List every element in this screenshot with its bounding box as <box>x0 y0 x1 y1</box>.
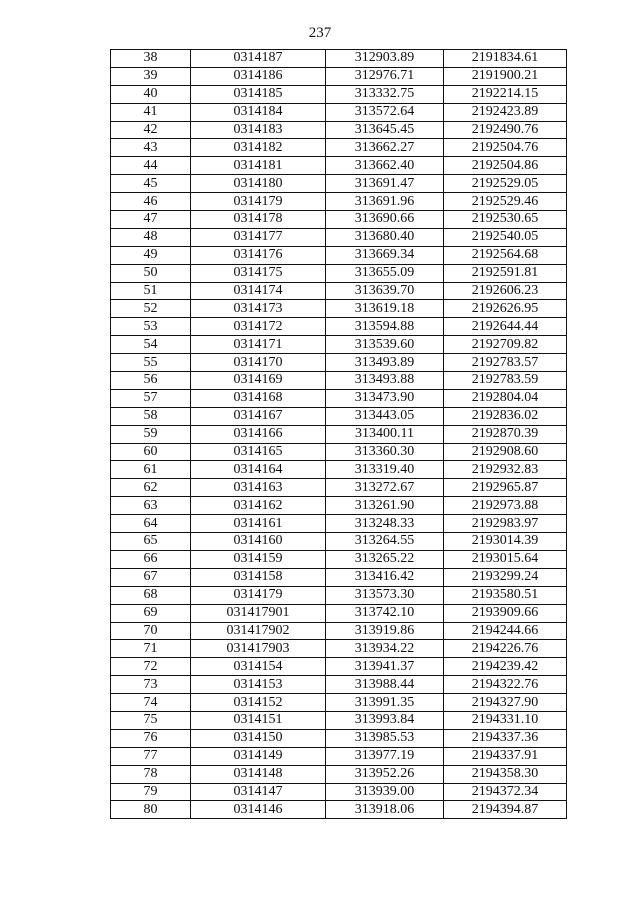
row-index-cell: 45 <box>111 175 191 193</box>
point-id-cell: 0314181 <box>191 157 326 175</box>
x-coordinate-cell: 313742.10 <box>326 604 444 622</box>
x-coordinate-cell: 313691.47 <box>326 175 444 193</box>
row-index-cell: 50 <box>111 264 191 282</box>
y-coordinate-cell: 2192709.82 <box>444 336 567 354</box>
coordinates-table <box>110 49 567 819</box>
table-row <box>111 372 567 390</box>
table-row <box>111 50 567 68</box>
y-coordinate-cell: 2193909.66 <box>444 604 567 622</box>
y-coordinate-cell: 2192564.68 <box>444 246 567 264</box>
table-row <box>111 497 567 515</box>
x-coordinate-cell: 313680.40 <box>326 228 444 246</box>
y-coordinate-cell: 2194244.66 <box>444 622 567 640</box>
row-index-cell: 49 <box>111 246 191 264</box>
x-coordinate-cell: 313264.55 <box>326 533 444 551</box>
table-row <box>111 264 567 282</box>
point-id-cell: 0314172 <box>191 318 326 336</box>
table-row <box>111 67 567 85</box>
row-index-cell: 66 <box>111 550 191 568</box>
y-coordinate-cell: 2192540.05 <box>444 228 567 246</box>
row-index-cell: 61 <box>111 461 191 479</box>
row-index-cell: 75 <box>111 711 191 729</box>
row-index-cell: 40 <box>111 85 191 103</box>
point-id-cell: 0314178 <box>191 211 326 229</box>
table-row <box>111 228 567 246</box>
point-id-cell: 0314160 <box>191 533 326 551</box>
y-coordinate-cell: 2194226.76 <box>444 640 567 658</box>
x-coordinate-cell: 313639.70 <box>326 282 444 300</box>
point-id-cell: 031417903 <box>191 640 326 658</box>
y-coordinate-cell: 2191900.21 <box>444 67 567 85</box>
coordinates-table-body <box>111 50 567 819</box>
x-coordinate-cell: 312903.89 <box>326 50 444 68</box>
y-coordinate-cell: 2194322.76 <box>444 676 567 694</box>
row-index-cell: 80 <box>111 801 191 819</box>
y-coordinate-cell: 2192783.59 <box>444 372 567 390</box>
point-id-cell: 0314173 <box>191 300 326 318</box>
point-id-cell: 0314167 <box>191 407 326 425</box>
row-index-cell: 47 <box>111 211 191 229</box>
x-coordinate-cell: 313400.11 <box>326 425 444 443</box>
row-index-cell: 70 <box>111 622 191 640</box>
row-index-cell: 57 <box>111 389 191 407</box>
row-index-cell: 64 <box>111 515 191 533</box>
row-index-cell: 58 <box>111 407 191 425</box>
point-id-cell: 0314182 <box>191 139 326 157</box>
row-index-cell: 72 <box>111 658 191 676</box>
y-coordinate-cell: 2192965.87 <box>444 479 567 497</box>
row-index-cell: 38 <box>111 50 191 68</box>
coordinates-table-container <box>110 49 566 819</box>
row-index-cell: 69 <box>111 604 191 622</box>
point-id-cell: 0314149 <box>191 747 326 765</box>
table-row <box>111 765 567 783</box>
row-index-cell: 60 <box>111 443 191 461</box>
y-coordinate-cell: 2194331.10 <box>444 711 567 729</box>
row-index-cell: 39 <box>111 67 191 85</box>
x-coordinate-cell: 313473.90 <box>326 389 444 407</box>
table-row <box>111 622 567 640</box>
x-coordinate-cell: 313332.75 <box>326 85 444 103</box>
table-row <box>111 729 567 747</box>
x-coordinate-cell: 313669.34 <box>326 246 444 264</box>
y-coordinate-cell: 2192529.46 <box>444 193 567 211</box>
row-index-cell: 62 <box>111 479 191 497</box>
table-row <box>111 604 567 622</box>
y-coordinate-cell: 2192504.86 <box>444 157 567 175</box>
point-id-cell: 0314177 <box>191 228 326 246</box>
point-id-cell: 031417901 <box>191 604 326 622</box>
point-id-cell: 0314179 <box>191 193 326 211</box>
x-coordinate-cell: 313952.26 <box>326 765 444 783</box>
row-index-cell: 76 <box>111 729 191 747</box>
x-coordinate-cell: 313493.89 <box>326 354 444 372</box>
y-coordinate-cell: 2192932.83 <box>444 461 567 479</box>
y-coordinate-cell: 2194394.87 <box>444 801 567 819</box>
x-coordinate-cell: 313918.06 <box>326 801 444 819</box>
y-coordinate-cell: 2193015.64 <box>444 550 567 568</box>
point-id-cell: 0314163 <box>191 479 326 497</box>
row-index-cell: 46 <box>111 193 191 211</box>
row-index-cell: 55 <box>111 354 191 372</box>
row-index-cell: 65 <box>111 533 191 551</box>
y-coordinate-cell: 2192490.76 <box>444 121 567 139</box>
point-id-cell: 0314153 <box>191 676 326 694</box>
point-id-cell: 0314184 <box>191 103 326 121</box>
x-coordinate-cell: 313416.42 <box>326 568 444 586</box>
x-coordinate-cell: 313443.05 <box>326 407 444 425</box>
row-index-cell: 54 <box>111 336 191 354</box>
table-row <box>111 318 567 336</box>
point-id-cell: 0314185 <box>191 85 326 103</box>
table-row <box>111 568 567 586</box>
row-index-cell: 42 <box>111 121 191 139</box>
row-index-cell: 51 <box>111 282 191 300</box>
y-coordinate-cell: 2192626.95 <box>444 300 567 318</box>
page-number: 237 <box>308 25 332 41</box>
y-coordinate-cell: 2194337.36 <box>444 729 567 747</box>
point-id-cell: 0314158 <box>191 568 326 586</box>
x-coordinate-cell: 313934.22 <box>326 640 444 658</box>
x-coordinate-cell: 313690.66 <box>326 211 444 229</box>
y-coordinate-cell: 2192973.88 <box>444 497 567 515</box>
y-coordinate-cell: 2192530.65 <box>444 211 567 229</box>
x-coordinate-cell: 313573.30 <box>326 586 444 604</box>
row-index-cell: 77 <box>111 747 191 765</box>
y-coordinate-cell: 2194239.42 <box>444 658 567 676</box>
table-row <box>111 550 567 568</box>
y-coordinate-cell: 2194327.90 <box>444 694 567 712</box>
x-coordinate-cell: 313993.84 <box>326 711 444 729</box>
x-coordinate-cell: 313248.33 <box>326 515 444 533</box>
row-index-cell: 71 <box>111 640 191 658</box>
row-index-cell: 59 <box>111 425 191 443</box>
row-index-cell: 52 <box>111 300 191 318</box>
y-coordinate-cell: 2192606.23 <box>444 282 567 300</box>
table-row <box>111 103 567 121</box>
point-id-cell: 0314171 <box>191 336 326 354</box>
table-row <box>111 354 567 372</box>
table-row <box>111 801 567 819</box>
table-row <box>111 533 567 551</box>
x-coordinate-cell: 313319.40 <box>326 461 444 479</box>
y-coordinate-cell: 2194358.30 <box>444 765 567 783</box>
y-coordinate-cell: 2192836.02 <box>444 407 567 425</box>
table-row <box>111 389 567 407</box>
table-row <box>111 676 567 694</box>
table-row <box>111 193 567 211</box>
point-id-cell: 0314146 <box>191 801 326 819</box>
point-id-cell: 0314183 <box>191 121 326 139</box>
y-coordinate-cell: 2192423.89 <box>444 103 567 121</box>
table-row <box>111 783 567 801</box>
x-coordinate-cell: 313261.90 <box>326 497 444 515</box>
row-index-cell: 73 <box>111 676 191 694</box>
x-coordinate-cell: 313645.45 <box>326 121 444 139</box>
point-id-cell: 0314151 <box>191 711 326 729</box>
table-row <box>111 282 567 300</box>
point-id-cell: 0314170 <box>191 354 326 372</box>
x-coordinate-cell: 313662.27 <box>326 139 444 157</box>
x-coordinate-cell: 313662.40 <box>326 157 444 175</box>
table-row <box>111 336 567 354</box>
y-coordinate-cell: 2192908.60 <box>444 443 567 461</box>
x-coordinate-cell: 313988.44 <box>326 676 444 694</box>
row-index-cell: 44 <box>111 157 191 175</box>
table-row <box>111 479 567 497</box>
row-index-cell: 78 <box>111 765 191 783</box>
x-coordinate-cell: 313939.00 <box>326 783 444 801</box>
table-row <box>111 246 567 264</box>
point-id-cell: 0314154 <box>191 658 326 676</box>
x-coordinate-cell: 313572.64 <box>326 103 444 121</box>
row-index-cell: 67 <box>111 568 191 586</box>
x-coordinate-cell: 313941.37 <box>326 658 444 676</box>
y-coordinate-cell: 2193580.51 <box>444 586 567 604</box>
point-id-cell: 0314187 <box>191 50 326 68</box>
row-index-cell: 63 <box>111 497 191 515</box>
point-id-cell: 0314166 <box>191 425 326 443</box>
x-coordinate-cell: 313919.86 <box>326 622 444 640</box>
point-id-cell: 0314147 <box>191 783 326 801</box>
x-coordinate-cell: 312976.71 <box>326 67 444 85</box>
y-coordinate-cell: 2192783.57 <box>444 354 567 372</box>
point-id-cell: 0314165 <box>191 443 326 461</box>
row-index-cell: 48 <box>111 228 191 246</box>
point-id-cell: 0314164 <box>191 461 326 479</box>
row-index-cell: 68 <box>111 586 191 604</box>
point-id-cell: 0314148 <box>191 765 326 783</box>
point-id-cell: 0314162 <box>191 497 326 515</box>
point-id-cell: 0314186 <box>191 67 326 85</box>
point-id-cell: 0314168 <box>191 389 326 407</box>
table-row <box>111 211 567 229</box>
table-row <box>111 747 567 765</box>
y-coordinate-cell: 2194337.91 <box>444 747 567 765</box>
point-id-cell: 0314152 <box>191 694 326 712</box>
y-coordinate-cell: 2194372.34 <box>444 783 567 801</box>
table-row <box>111 586 567 604</box>
table-row <box>111 711 567 729</box>
table-row <box>111 461 567 479</box>
table-row <box>111 85 567 103</box>
table-row <box>111 139 567 157</box>
y-coordinate-cell: 2192983.97 <box>444 515 567 533</box>
y-coordinate-cell: 2192804.04 <box>444 389 567 407</box>
x-coordinate-cell: 313985.53 <box>326 729 444 747</box>
x-coordinate-cell: 313655.09 <box>326 264 444 282</box>
x-coordinate-cell: 313977.19 <box>326 747 444 765</box>
row-index-cell: 74 <box>111 694 191 712</box>
point-id-cell: 031417902 <box>191 622 326 640</box>
point-id-cell: 0314150 <box>191 729 326 747</box>
table-row <box>111 121 567 139</box>
row-index-cell: 41 <box>111 103 191 121</box>
row-index-cell: 53 <box>111 318 191 336</box>
table-row <box>111 515 567 533</box>
table-row <box>111 694 567 712</box>
table-row <box>111 640 567 658</box>
point-id-cell: 0314174 <box>191 282 326 300</box>
y-coordinate-cell: 2193014.39 <box>444 533 567 551</box>
table-row <box>111 175 567 193</box>
y-coordinate-cell: 2192870.39 <box>444 425 567 443</box>
row-index-cell: 79 <box>111 783 191 801</box>
table-row <box>111 157 567 175</box>
x-coordinate-cell: 313691.96 <box>326 193 444 211</box>
point-id-cell: 0314161 <box>191 515 326 533</box>
y-coordinate-cell: 2193299.24 <box>444 568 567 586</box>
table-row <box>111 425 567 443</box>
y-coordinate-cell: 2191834.61 <box>444 50 567 68</box>
x-coordinate-cell: 313619.18 <box>326 300 444 318</box>
x-coordinate-cell: 313991.35 <box>326 694 444 712</box>
point-id-cell: 0314176 <box>191 246 326 264</box>
point-id-cell: 0314179 <box>191 586 326 604</box>
y-coordinate-cell: 2192591.81 <box>444 264 567 282</box>
x-coordinate-cell: 313539.60 <box>326 336 444 354</box>
row-index-cell: 43 <box>111 139 191 157</box>
table-row <box>111 443 567 461</box>
row-index-cell: 56 <box>111 372 191 390</box>
x-coordinate-cell: 313265.22 <box>326 550 444 568</box>
point-id-cell: 0314180 <box>191 175 326 193</box>
point-id-cell: 0314159 <box>191 550 326 568</box>
x-coordinate-cell: 313272.67 <box>326 479 444 497</box>
x-coordinate-cell: 313360.30 <box>326 443 444 461</box>
y-coordinate-cell: 2192529.05 <box>444 175 567 193</box>
table-row <box>111 407 567 425</box>
x-coordinate-cell: 313493.88 <box>326 372 444 390</box>
x-coordinate-cell: 313594.88 <box>326 318 444 336</box>
point-id-cell: 0314175 <box>191 264 326 282</box>
table-row <box>111 300 567 318</box>
table-row <box>111 658 567 676</box>
y-coordinate-cell: 2192504.76 <box>444 139 567 157</box>
y-coordinate-cell: 2192644.44 <box>444 318 567 336</box>
y-coordinate-cell: 2192214.15 <box>444 85 567 103</box>
point-id-cell: 0314169 <box>191 372 326 390</box>
